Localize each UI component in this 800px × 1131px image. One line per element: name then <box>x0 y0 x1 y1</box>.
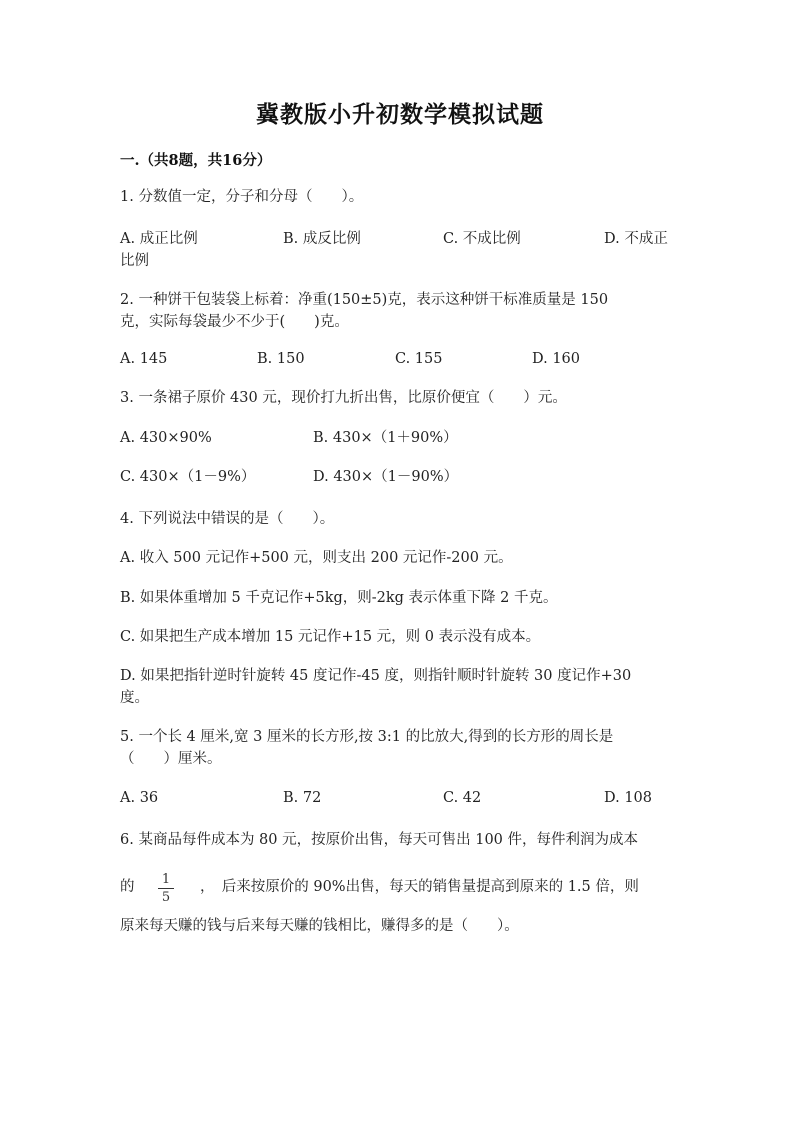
question-5-line-1: 5. 一个长 4 厘米,宽 3 厘米的长方形,按 3:1 的比放大,得到的长方形的周长是 <box>120 729 614 745</box>
option-b: B. 成反比例 <box>283 231 361 247</box>
question-6-line-2-start: 的 <box>120 879 135 895</box>
option-c: C. 155 <box>395 351 443 367</box>
option-c: C. 不成比例 <box>443 231 521 247</box>
option-d: D. 108 <box>604 790 653 806</box>
option-d-continued: 比例 <box>120 253 149 269</box>
option-a: A. 成正比例 <box>120 231 198 247</box>
option-b: B. 72 <box>283 790 322 806</box>
option-b: B. 150 <box>257 351 305 367</box>
option-c: C. 430×（1－9%） <box>120 469 256 485</box>
question-1-options <box>120 228 680 272</box>
fraction-one-fifth <box>158 872 174 905</box>
section-header: 一.（共8题，共16分） <box>120 152 272 169</box>
fraction-denominator: 5 <box>161 890 171 905</box>
option-d: D. 不成正 <box>604 231 668 247</box>
option-d: D. 430×（1－90%） <box>313 469 459 485</box>
question-6-line-1: 6. 某商品每件成本为 80 元，按原价出售，每天可售出 100 件，每件利润为成本 <box>120 832 639 848</box>
option-a: A. 145 <box>120 351 168 367</box>
question-4-option-d: D. 如果把指针逆时针旋转 45 度记作-45 度，则指针顺时针旋转 30 度记作+30 <box>120 668 632 684</box>
question-2-line-2: 克，实际每袋最少不少于( )克。 <box>120 314 349 330</box>
question-1: 1. 分数值一定，分子和分母（ ）。 <box>120 189 364 205</box>
page-title: 冀教版小升初数学模拟试题 <box>256 101 544 128</box>
fraction-bar <box>158 888 174 889</box>
option-d: D. 160 <box>532 351 581 367</box>
question-6-line-3: 原来每天赚的钱与后来每天赚的钱相比，赚得多的是（ ）。 <box>120 918 519 934</box>
question-5-line-2: （ ）厘米。 <box>120 751 222 767</box>
question-4-option-a: A. 收入 500 元记作+500 元，则支出 200 元记作-200 元。 <box>120 550 513 566</box>
question-4-option-d-continued: 度。 <box>120 690 149 706</box>
question-3-options-row-1 <box>120 427 680 449</box>
question-4-option-c: C. 如果把生产成本增加 15 元记作+15 元，则 0 表示没有成本。 <box>120 629 541 645</box>
question-3-options-row-2 <box>120 466 680 488</box>
option-c: C. 42 <box>443 790 482 806</box>
question-2-line-1: 2. 一种饼干包装袋上标着：净重(150±5)克，表示这种饼干标准质量是 150 <box>120 292 609 308</box>
question-2-options <box>120 348 680 370</box>
option-a: A. 430×90% <box>120 430 212 446</box>
question-4: 4. 下列说法中错误的是（ ）。 <box>120 511 335 527</box>
question-6-line-2-end: ， 后来按原价的 90%出售，每天的销售量提高到原来的 1.5 倍，则 <box>200 879 639 895</box>
question-5-options <box>120 787 680 809</box>
option-b: B. 430×（1＋90%） <box>313 430 458 446</box>
question-3: 3. 一条裙子原价 430 元，现价打九折出售，比原价便宜（ ）元。 <box>120 390 567 406</box>
question-4-option-b: B. 如果体重增加 5 千克记作+5kg，则-2kg 表示体重下降 2 千克。 <box>120 590 558 606</box>
fraction-numerator: 1 <box>161 872 171 887</box>
option-a: A. 36 <box>120 790 159 806</box>
